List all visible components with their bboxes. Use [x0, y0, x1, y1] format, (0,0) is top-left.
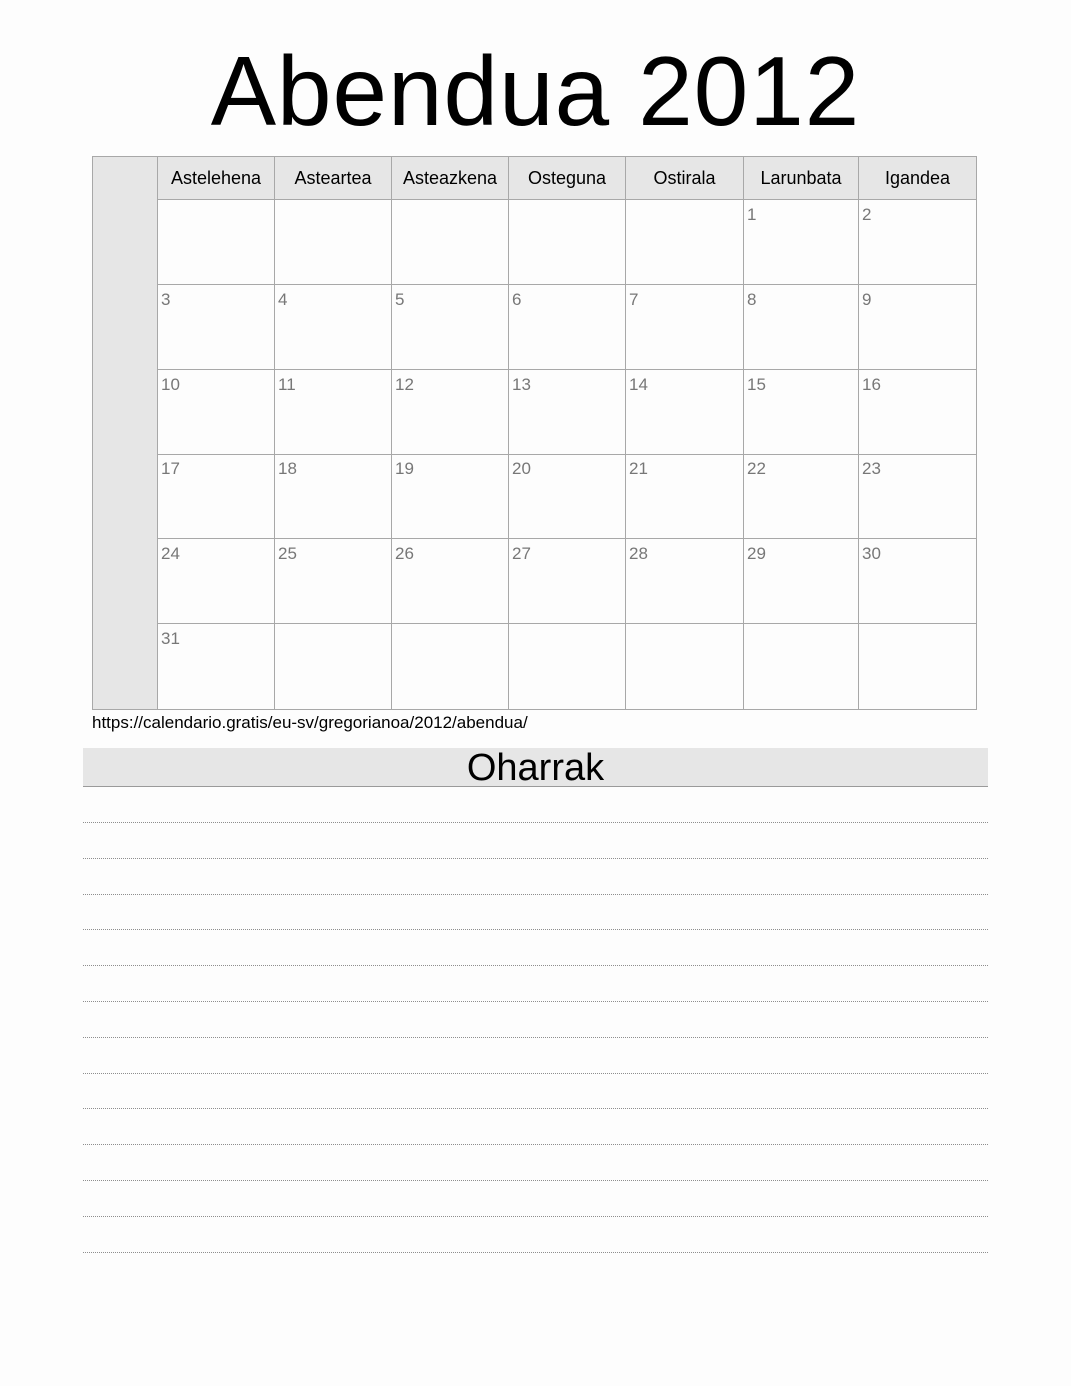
day-cell[interactable]	[509, 624, 626, 709]
weekday-header: Osteguna	[509, 157, 626, 200]
day-cell[interactable]: 9	[859, 285, 976, 370]
day-cell[interactable]: 31	[158, 624, 275, 709]
weekday-header: Igandea	[859, 157, 976, 200]
weekday-header: Asteazkena	[392, 157, 509, 200]
day-cell[interactable]: 22	[744, 454, 859, 539]
weekday-header: Astelehena	[158, 157, 275, 200]
day-cell[interactable]: 25	[275, 539, 392, 624]
day-cell[interactable]: 17	[158, 454, 275, 539]
day-cell[interactable]: 8	[744, 285, 859, 370]
weekday-header: Asteartea	[275, 157, 392, 200]
day-cell[interactable]	[392, 200, 509, 285]
day-cell[interactable]: 21	[626, 454, 744, 539]
note-line	[83, 965, 988, 966]
day-cell[interactable]: 20	[509, 454, 626, 539]
note-line	[83, 1037, 988, 1038]
note-line	[83, 1144, 988, 1145]
weekday-header: Ostirala	[626, 157, 744, 200]
day-cell[interactable]: 29	[744, 539, 859, 624]
day-cell[interactable]: 7	[626, 285, 744, 370]
note-line	[83, 1216, 988, 1217]
note-line	[83, 1001, 988, 1002]
day-cell[interactable]: 27	[509, 539, 626, 624]
day-cell[interactable]: 18	[275, 454, 392, 539]
day-cell[interactable]: 11	[275, 370, 392, 455]
day-cell[interactable]: 19	[392, 454, 509, 539]
day-cell[interactable]: 6	[509, 285, 626, 370]
week-number-column	[93, 157, 158, 709]
day-cell[interactable]	[626, 624, 744, 709]
notes-header	[83, 748, 988, 787]
day-cell[interactable]: 12	[392, 370, 509, 455]
day-cell[interactable]: 16	[859, 370, 976, 455]
day-cell[interactable]	[859, 624, 976, 709]
day-cell[interactable]	[626, 200, 744, 285]
day-cell[interactable]: 3	[158, 285, 275, 370]
day-cell[interactable]	[275, 624, 392, 709]
day-cell[interactable]: 14	[626, 370, 744, 455]
day-cell[interactable]	[744, 624, 859, 709]
day-cell[interactable]: 28	[626, 539, 744, 624]
day-cell[interactable]: 2	[859, 200, 976, 285]
day-cell[interactable]	[392, 624, 509, 709]
day-cell[interactable]: 23	[859, 454, 976, 539]
month-calendar	[92, 156, 977, 710]
weekday-header: Larunbata	[744, 157, 859, 200]
day-cell[interactable]	[275, 200, 392, 285]
notes-title: Oharrak	[466, 747, 605, 789]
note-line	[83, 1252, 988, 1253]
day-cell[interactable]: 13	[509, 370, 626, 455]
day-cell[interactable]	[158, 200, 275, 285]
day-cell[interactable]: 1	[744, 200, 859, 285]
note-line	[83, 929, 988, 930]
day-cell[interactable]: 24	[158, 539, 275, 624]
note-line	[83, 1108, 988, 1109]
note-line	[83, 858, 988, 859]
day-cell[interactable]: 26	[392, 539, 509, 624]
calendar-grid	[158, 157, 976, 709]
day-cell[interactable]	[509, 200, 626, 285]
note-line	[83, 1073, 988, 1074]
day-cell[interactable]: 15	[744, 370, 859, 455]
day-cell[interactable]: 30	[859, 539, 976, 624]
day-cell[interactable]: 4	[275, 285, 392, 370]
note-line	[83, 822, 988, 823]
day-cell[interactable]: 5	[392, 285, 509, 370]
day-cell[interactable]: 10	[158, 370, 275, 455]
note-line	[83, 894, 988, 895]
note-line	[83, 1180, 988, 1181]
page-title: Abendua 2012	[210, 36, 861, 146]
source-url: https://calendario.gratis/eu-sv/gregorianoa/2012/abendua/	[92, 713, 528, 732]
